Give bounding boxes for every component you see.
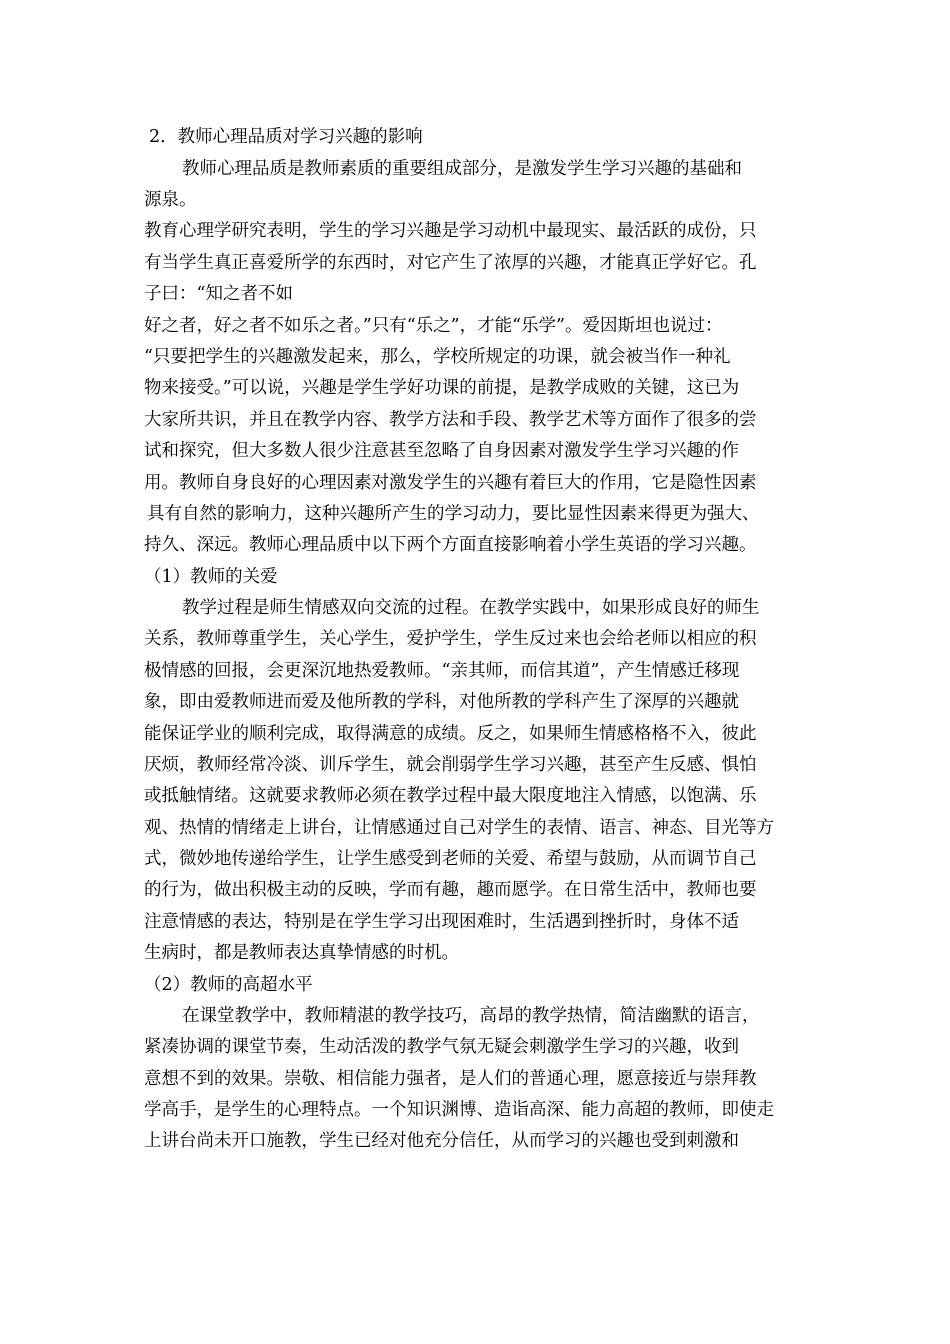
paragraph-line: 试和探究，但大多数人很少注意甚至忽略了自身因素对激发学生学习兴趣的作 <box>144 441 739 461</box>
paragraph-line: 或抵触情绪。这就要求教师必须在教学过程中最大限度地注入情感，以饱满、乐 <box>144 786 757 806</box>
paragraph-line: 有当学生真正喜爱所学的东西时，对它产生了浓厚的兴趣，才能真正学好它。孔 <box>144 253 757 273</box>
paragraph-line: 在课堂教学中，教师精湛的教学技巧，高昂的教学热情，简洁幽默的语言， <box>182 1006 760 1026</box>
paragraph-line: 式，微妙地传递给学生，让学生感受到老师的关爱、希望与鼓励，从而调节自己 <box>144 849 757 869</box>
section-heading: 2．教师心理品质对学习兴趣的影响 <box>149 127 423 147</box>
paragraph-line: 教师心理品质是教师素质的重要组成部分，是激发学生学习兴趣的基础和 <box>182 159 742 179</box>
paragraph-line: 能保证学业的顺利完成，取得满意的成绩。反之，如果师生情感格格不入，彼此 <box>144 724 757 744</box>
paragraph-line: 关系，教师尊重学生，关心学生，爱护学生，学生反过来也会给老师以相应的积 <box>144 629 757 649</box>
paragraph-line: “只要把学生的兴趣激发起来，那么，学校所规定的功课，就会被当作一种礼 <box>144 347 731 367</box>
paragraph-line: 紧凑协调的课堂节奏，生动活泼的教学气氛无疑会刺激学生学习的兴趣，收到 <box>144 1037 739 1057</box>
paragraph-line: 子曰：“知之者不如 <box>144 284 293 304</box>
paragraph-line: 好之者，好之者不如乐之者。”只有“乐之”，才能“乐学”。爱因斯坦也说过： <box>144 316 723 336</box>
paragraph-line: 的行为，做出积极主动的反映，学而有趣，趣而愿学。在日常生活中，教师也要 <box>144 880 757 900</box>
paragraph-line: 厌烦，教师经常冷淡、训斥学生，就会削弱学生学习兴趣，甚至产生反感、惧怕 <box>144 755 757 775</box>
paragraph-line: 观、热情的情绪走上讲台，让情感通过自己对学生的表情、语言、神态、目光等方 <box>144 818 774 838</box>
paragraph-line: 持久、深远。教师心理品质中以下两个方面直接影响着小学生英语的学习兴趣。 <box>144 535 757 555</box>
paragraph-line: 教育心理学研究表明，学生的学习兴趣是学习动机中最现实、最活跃的成份，只 <box>144 221 757 241</box>
subsection-heading: （1）教师的关爱 <box>144 567 278 587</box>
paragraph-line: 极情感的回报，会更深沉地热爱教师。“亲其师，而信其道”，产生情感迁移现 <box>144 661 740 681</box>
paragraph-line: 物来接受。”可以说，兴趣是学生学好功课的前提，是教学成败的关键，这已为 <box>144 378 740 398</box>
paragraph-line: 注意情感的表达，特别是在学生学习出现困难时，生活遇到挫折时，身体不适 <box>144 912 739 932</box>
paragraph-line: 用。教师自身良好的心理因素对激发学生的兴趣有着巨大的作用，它是隐性因素 <box>144 473 757 493</box>
paragraph-line: 源泉。 <box>144 190 197 210</box>
paragraph-line: 具有自然的影响力，这种兴趣所产生的学习动力，要比显性因素来得更为强大、 <box>147 504 760 524</box>
paragraph-line: 大家所共识，并且在教学内容、教学方法和手段、教学艺术等方面作了很多的尝 <box>144 410 757 430</box>
paragraph-line: 意想不到的效果。崇敬、相信能力强者，是人们的普通心理，愿意接近与崇拜教 <box>144 1069 757 1089</box>
subsection-heading: （2）教师的高超水平 <box>144 975 313 995</box>
paragraph-line: 学高手，是学生的心理特点。一个知识渊博、造诣高深、能力高超的教师，即使走 <box>144 1100 774 1120</box>
paragraph-line: 教学过程是师生情感双向交流的过程。在教学实践中，如果形成良好的师生 <box>182 598 760 618</box>
paragraph-line: 上讲台尚未开口施教，学生已经对他充分信任，从而学习的兴趣也受到刺激和 <box>144 1131 739 1151</box>
paragraph-line: 象，即由爱教师进而爱及他所教的学科，对他所教的学科产生了深厚的兴趣就 <box>144 692 739 712</box>
paragraph-line: 生病时，都是教师表达真挚情感的时机。 <box>144 943 459 963</box>
